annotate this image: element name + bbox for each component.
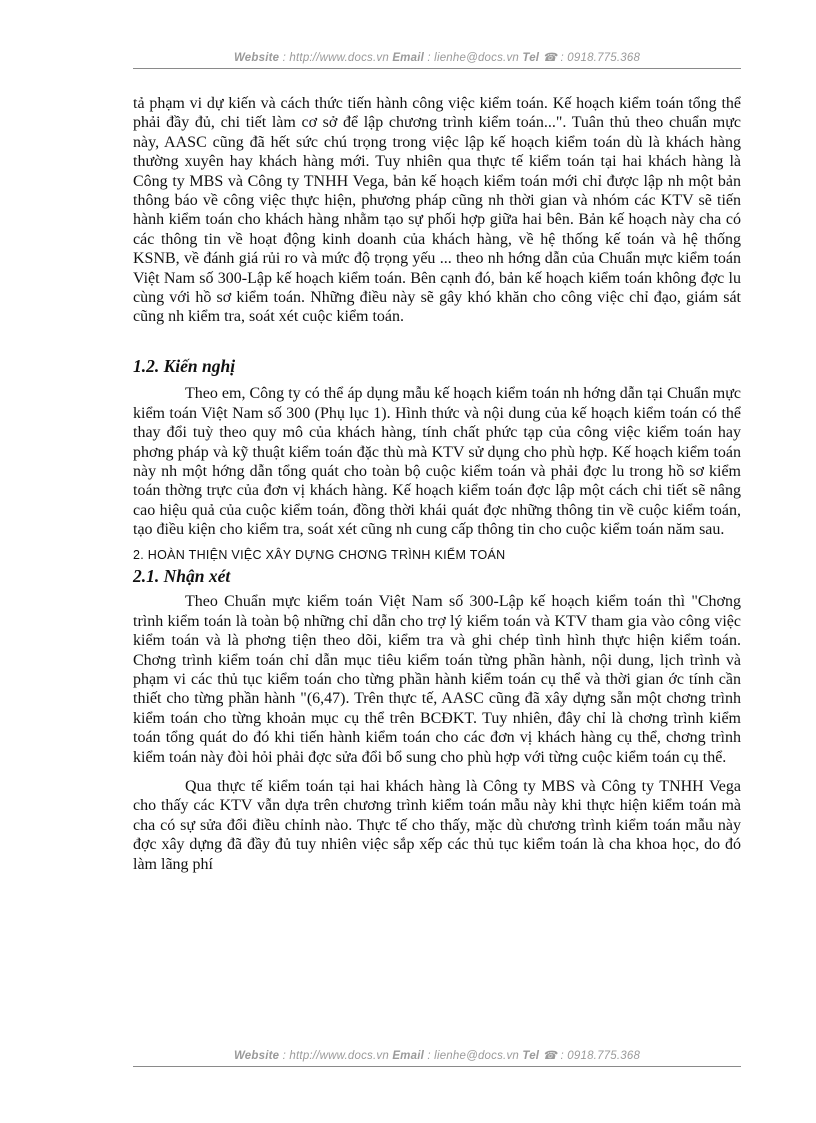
page-header (133, 50, 741, 64)
footer-tel-value: ☎ : 0918.775.368 (539, 1050, 641, 1062)
paragraph-4: Qua thực tế kiểm toán tại hai khách hàng là Công ty MBS và Công ty TNHH Vega cho thấy các KTV vẫn dựa trên chương trình kiểm toán mẫu này khi thực hiện kiểm toán mà cha có sự sửa đổi điều chỉnh nào. Thực tế cho thấy, mặc dù chương trình kiểm toán mẫu này đợc xây dựng đã đầy đủ tuy nhiên việc sắp xếp các thủ tục kiểm toán là cha khoa học, do đó làm lãng phí (133, 778, 741, 873)
section-heading-2: 2. HOÀN THIỆN VIỆC XÂY DỰNG CHƠNG TRÌNH KIỂM TOÁN (133, 547, 506, 562)
section-heading-1-2: 1.2. Kiến nghị (133, 355, 236, 376)
paragraph-2: Theo em, Công ty có thể áp dụng mẫu kế hoạch kiểm toán nh hớng dẫn tại Chuẩn mực kiểm toán Việt Nam số 300 (Phụ lục 1). Hình thức và nội dung của kế hoạch kiểm toán có thể thay đổi tuỳ theo quy mô của khách hàng, tính chất phức tạp của công việc kiểm toán hay phơng pháp và kỹ thuật kiểm toán đặc thù mà KTV sử dụng cho phù hợp. Kế hoạch kiểm toán này nh một hớng dẫn tổng quát cho toàn bộ cuộc kiểm toán và phải đợc lu trong hồ sơ kiểm toán thờng trực của đơn vị khách hàng. Kế hoạch kiểm toán đợc lập một cách chi tiết sẽ nâng cao hiệu quả của cuộc kiểm toán, đồng thời khái quát đợc những thông tin về cuộc kiểm toán, tạo điều kiện cho kiểm tra, soát xét cũng nh cung cấp thông tin cho cuộc kiểm toán năm sau. (133, 385, 741, 539)
header-divider (133, 68, 741, 69)
document-body (133, 94, 741, 874)
header-email-value: : lienhe@docs.vn (424, 52, 523, 64)
header-website-label: Website (233, 52, 280, 64)
header-email-label: Email (392, 52, 424, 64)
header-tel-value: ☎ : 0918.775.368 (539, 52, 641, 64)
footer-tel-label: Tel (522, 1050, 540, 1062)
header-website-url: : http://www.docs.vn (279, 52, 393, 64)
section-heading-2-1: 2.1. Nhận xét (133, 565, 231, 586)
footer-email-value: : lienhe@docs.vn (424, 1050, 523, 1062)
page-footer (133, 1048, 741, 1062)
footer-website-label: Website (233, 1050, 280, 1062)
paragraph-1: tả phạm vi dự kiến và cách thức tiến hành công việc kiểm toán. Kế hoạch kiểm toán tổng thể phải đầy đủ, chi tiết làm cơ sở để lập chương trình kiểm toán...". Tuân thủ theo chuẩn mực này, AASC cũng đã hết sức chú trọng trong việc lập kế hoạch kiểm toán dù là khách hàng thường xuyên hay khách hàng mới. Tuy nhiên qua thực tế kiểm toán tại hai khách hàng là Công ty MBS và Công ty TNHH Vega, bản kế hoạch kiểm toán mới chỉ được lập nh một bản thông báo về công việc thực hiện, phương pháp cũng nh thời gian và nhóm các KTV sẽ tiến hành kiểm toán cho khách hàng nhằm tạo sự phối hợp giữa hai bên. Bản kế hoạch này cha có các thông tin về hoạt động kinh doanh của khách hàng, về hệ thống kế toán và hệ thống KSNB, về đánh giá rủi ro và mức độ trọng yếu ... theo nh hớng dẫn của Chuẩn mực kiểm toán Việt Nam số 300-Lập kế hoạch kiểm toán. Bên cạnh đó, bản kế hoạch kiểm toán không đợc lu cùng với hồ sơ kiểm toán. Những điều này sẽ gây khó khăn cho công việc chỉ đạo, giám sát cũng nh kiểm tra, soát xét cuộc kiểm toán. (133, 95, 741, 326)
footer-website-url: : http://www.docs.vn (279, 1050, 393, 1062)
paragraph-3: Theo Chuẩn mực kiểm toán Việt Nam số 300-Lập kế hoạch kiểm toán thì "Chơng trình kiểm toán là toàn bộ những chỉ dẫn cho trợ lý kiểm toán và KTV tham gia vào công việc kiểm toán và là phơng tiện theo dõi, kiểm tra và ghi chép tình hình thực hiện kiểm toán. Chơng trình kiểm toán chỉ dẫn mục tiêu kiểm toán từng phần hành, nội dung, lịch trình và phạm vi các thủ tục kiểm toán cho từng phần hành kiểm toán cụ thể và thời gian ớc tính cần thiết cho từng phần hành "(6,47). Trên thực tế, AASC cũng đã xây dựng sẵn một chơng trình kiểm toán cho từng khoản mục cụ thể trên BCĐKT. Tuy nhiên, đây chỉ là chơng trình kiểm toán tổng quát do đó khi tiến hành kiểm toán cho các đơn vị khách hàng cụ thể, chơng trình kiểm toán này đòi hỏi phải đợc sửa đổi bổ sung cho phù hợp với từng cuộc kiểm toán cụ thể. (133, 593, 741, 766)
header-tel-label: Tel (522, 52, 540, 64)
footer-email-label: Email (392, 1050, 424, 1062)
footer-divider (133, 1066, 741, 1067)
